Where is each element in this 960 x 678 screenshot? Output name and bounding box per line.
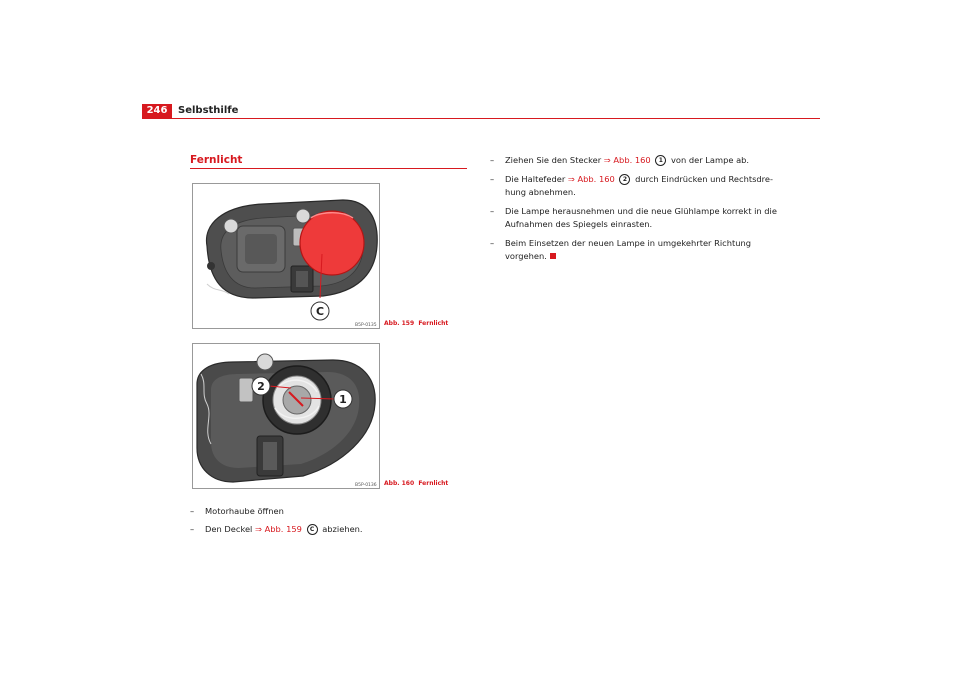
- section-rule: [190, 168, 467, 169]
- figure-ref-160[interactable]: ⇒ Abb. 160: [567, 174, 615, 184]
- badge-2: 2: [619, 174, 630, 185]
- callout-c: C: [315, 305, 325, 318]
- step-open-hood: – Motorhaube öffnen: [190, 506, 284, 516]
- callout-1: 1: [339, 393, 347, 406]
- caption-number: Abb. 159: [384, 320, 415, 327]
- caption-text: Fernlicht: [418, 320, 449, 327]
- step-reassemble: – Beim Einsetzen der neuen Lampe in umgekehrter Richtung vorgehen.: [490, 238, 752, 261]
- figure-160-caption: [384, 480, 448, 487]
- figure-159-caption: [384, 320, 448, 327]
- figure-160: [192, 343, 380, 489]
- step-remove-spring: – Die Haltefeder ⇒ Abb. 160 2 durch Eindrücken und Rechtsdre-hung abnehmen.: [490, 174, 774, 197]
- end-of-section-marker: [550, 253, 556, 259]
- section-title: Fernlicht: [190, 154, 243, 166]
- figure-159: [192, 183, 380, 329]
- headlight-bulb-illustration: [193, 344, 379, 488]
- caption-number: Abb. 160: [384, 480, 415, 487]
- caption-text: Fernlicht: [418, 480, 449, 487]
- headlight-cover-illustration: [193, 184, 379, 328]
- figure-code: B5P-0135: [355, 323, 377, 328]
- header-rule: [142, 118, 820, 119]
- step-remove-cover: – Den Deckel ⇒ Abb. 159 C abziehen.: [190, 524, 363, 534]
- figure-code: B5P-0136: [355, 483, 377, 488]
- figure-ref-159[interactable]: ⇒ Abb. 159: [255, 524, 302, 534]
- figure-ref-160[interactable]: ⇒ Abb. 160: [603, 155, 651, 165]
- step-replace-bulb: – Die Lampe herausnehmen und die neue Glühlampe korrekt in die Aufnahmen des Spiegels einrasten.: [490, 206, 777, 229]
- badge-c: C: [307, 524, 318, 535]
- step-unplug-connector: – Ziehen Sie den Stecker ⇒ Abb. 160 1 von der Lampe ab.: [490, 155, 750, 165]
- badge-1: 1: [655, 155, 666, 166]
- header-title: Selbsthilfe: [178, 105, 239, 116]
- page-number: 246: [142, 104, 172, 118]
- callout-2: 2: [257, 380, 265, 393]
